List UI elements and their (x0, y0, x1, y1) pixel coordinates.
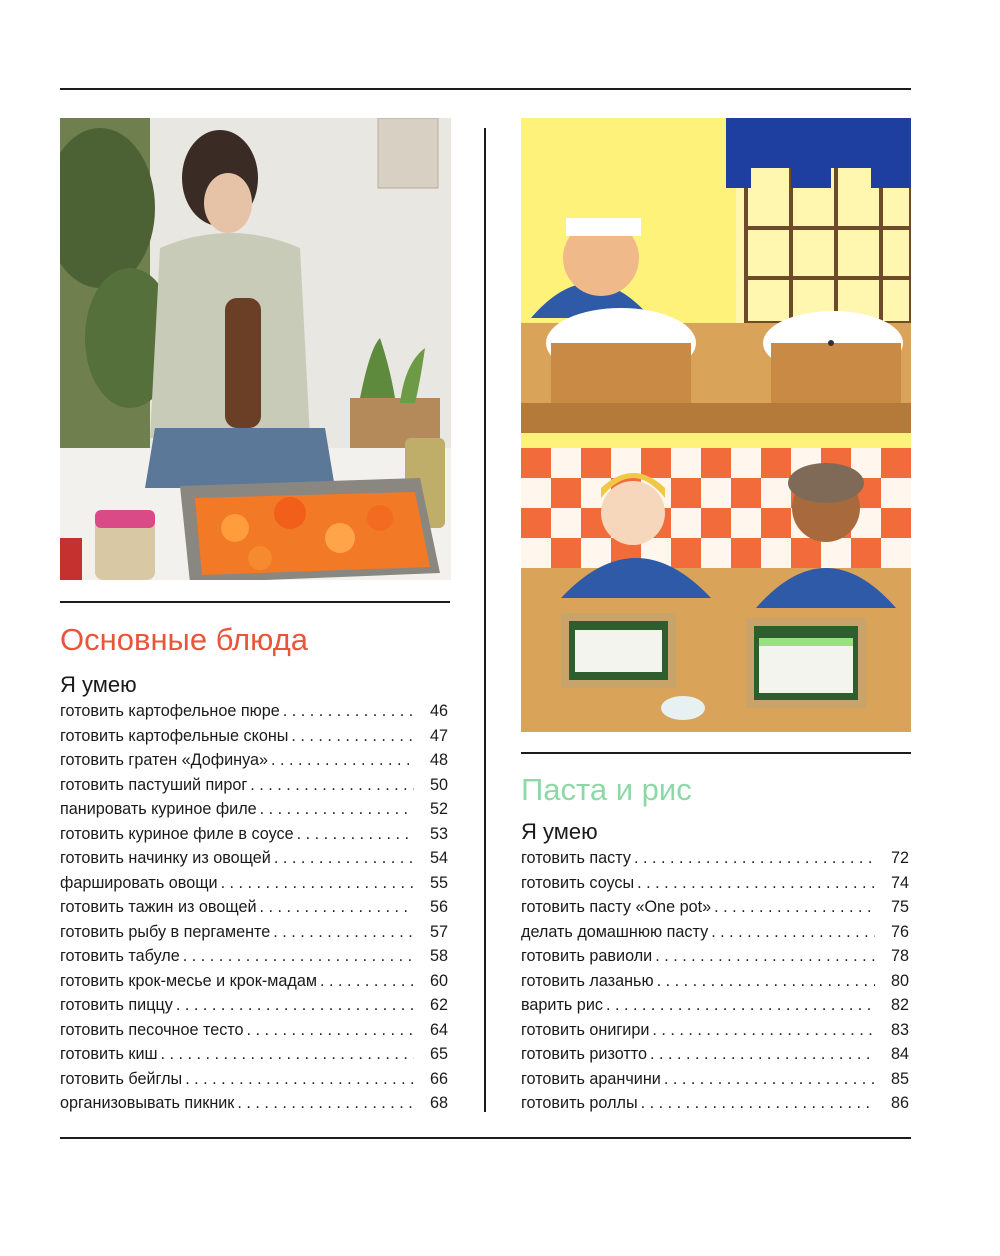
toc-entry[interactable] (60, 923, 448, 948)
cooking-photo (60, 118, 451, 580)
toc-entry-title: готовить рыбу в пергаменте (60, 922, 271, 941)
toc-entry[interactable] (60, 874, 448, 899)
toc-page-number: 48 (429, 751, 448, 769)
toc-entry-title: делать домашнюю пасту (521, 922, 709, 941)
toc-dot-leader (260, 800, 414, 819)
toc-entry[interactable] (60, 800, 448, 825)
toc-page-number: 78 (890, 947, 909, 965)
toc-entry-title: фаршировать овощи (60, 873, 218, 892)
toc-entry-title: готовить пасту (521, 849, 631, 867)
left-photo-rule (60, 601, 450, 603)
toc-entry-title: готовить картофельное пюре (60, 702, 280, 720)
toc-entry-title: готовить аранчини (521, 1069, 661, 1088)
toc-entry[interactable] (521, 996, 909, 1021)
toc-page-number: 47 (429, 726, 448, 745)
toc-dot-leader (297, 825, 414, 844)
toc-entry[interactable] (60, 1045, 448, 1070)
toc-page-number: 55 (429, 873, 448, 892)
toc-entry[interactable] (521, 972, 909, 997)
toc-page-number: 60 (429, 971, 448, 990)
toc-dot-leader (247, 1021, 414, 1040)
toc-entry[interactable] (60, 849, 448, 874)
toc-dot-leader (652, 1021, 875, 1040)
toc-dot-leader (657, 972, 875, 991)
toc-dot-leader (650, 1045, 875, 1064)
section-title-main-dishes: Основные блюда (60, 622, 309, 657)
toc-entry-title: готовить картофельные сконы (60, 726, 289, 745)
toc-page-number: 62 (429, 996, 448, 1014)
toc-page-number: 74 (890, 873, 909, 892)
toc-entry-title: готовить пасту «One pot» (521, 898, 712, 916)
left-subhead: Я умею (60, 672, 137, 697)
toc-entry-title: готовить равиоли (521, 947, 653, 965)
toc-entry-title: готовить гратен «Дофинуа» (60, 751, 269, 769)
toc-page-number: 57 (429, 922, 448, 941)
toc-dot-leader (606, 996, 875, 1015)
toc-page-number: 85 (890, 1069, 909, 1088)
toc-entry[interactable] (60, 1021, 448, 1046)
toc-entry[interactable] (521, 1070, 909, 1095)
toc-entry[interactable] (60, 702, 448, 727)
toc-entry-title: готовить лазанью (521, 971, 654, 990)
toc-entry[interactable] (60, 1070, 448, 1095)
toc-page-number: 65 (429, 1045, 448, 1063)
toc-entry-title: панировать куриное филе (60, 800, 257, 818)
toc-entry-title: готовить тажин из овощей (60, 898, 257, 916)
toc-entry-title: готовить ризотто (521, 1045, 647, 1063)
toc-entry-title: готовить киш (60, 1045, 158, 1063)
toc-dot-leader (714, 898, 875, 917)
toc-entry-title: готовить роллы (521, 1094, 638, 1112)
toc-page-number: 66 (429, 1069, 448, 1088)
toc-page-number: 76 (890, 922, 909, 941)
toc-page-number: 72 (890, 849, 909, 867)
toc-entry[interactable] (60, 825, 448, 850)
toc-entry[interactable] (60, 1094, 448, 1119)
toc-dot-leader (183, 947, 414, 966)
toc-dot-leader (320, 972, 414, 991)
toc-dot-leader (291, 727, 414, 746)
sushi-illustration (521, 118, 911, 732)
toc-page-number: 80 (890, 971, 909, 990)
toc-entry[interactable] (521, 874, 909, 899)
toc-entry[interactable] (521, 1021, 909, 1046)
toc-entry[interactable] (60, 996, 448, 1021)
toc-dot-leader (655, 947, 875, 966)
toc-page-number: 68 (429, 1094, 448, 1112)
toc-entry[interactable] (521, 898, 909, 923)
toc-dot-leader (237, 1094, 414, 1113)
toc-dot-leader (641, 1094, 875, 1113)
toc-entry-title: готовить песочное тесто (60, 1020, 244, 1039)
toc-entry-title: готовить соусы (521, 873, 635, 892)
toc-dot-leader (634, 849, 875, 868)
toc-dot-leader (260, 898, 414, 917)
toc-page-number: 56 (429, 898, 448, 916)
toc-page-number: 50 (429, 775, 448, 794)
toc-entry[interactable] (521, 1045, 909, 1070)
toc-entry[interactable] (60, 972, 448, 997)
toc-page-number: 58 (429, 947, 448, 965)
toc-dot-leader (664, 1070, 875, 1089)
toc-entry-title: готовить начинку из овощей (60, 849, 271, 867)
toc-page-number: 54 (429, 849, 448, 867)
toc-entry-title: готовить онигири (521, 1020, 650, 1039)
toc-entry-title: готовить табуле (60, 947, 180, 965)
toc-dot-leader (221, 874, 414, 893)
toc-dot-leader (273, 923, 414, 942)
toc-entry-title: готовить пиццу (60, 996, 173, 1014)
column-divider (484, 128, 486, 1112)
toc-entry-title: готовить пастуший пирог (60, 775, 248, 794)
toc-page-number: 46 (429, 702, 448, 720)
toc-entry-title: варить рис (521, 996, 603, 1014)
toc-entry-title: организовывать пикник (60, 1094, 235, 1112)
toc-page-number: 86 (890, 1094, 909, 1112)
toc-page-number: 84 (890, 1045, 909, 1063)
toc-entry[interactable] (521, 849, 909, 874)
toc-dot-leader (250, 776, 414, 795)
bottom-rule (60, 1137, 911, 1139)
toc-dot-leader (711, 923, 875, 942)
toc-entry[interactable] (521, 947, 909, 972)
toc-entry-title: готовить куриное филе в соусе (60, 824, 294, 843)
toc-entry[interactable] (60, 751, 448, 776)
right-toc-list (521, 849, 909, 1119)
toc-entry[interactable] (521, 1094, 909, 1119)
toc-entry-title: готовить бейглы (60, 1069, 183, 1088)
toc-page-number: 52 (429, 800, 448, 818)
toc-dot-leader (637, 874, 875, 893)
toc-page-number: 83 (890, 1020, 909, 1039)
toc-page-number: 64 (429, 1020, 448, 1039)
toc-dot-leader (274, 849, 414, 868)
toc-dot-leader (283, 702, 414, 721)
toc-entry[interactable] (60, 947, 448, 972)
toc-page-number: 75 (890, 898, 909, 916)
toc-entry[interactable] (60, 898, 448, 923)
right-subhead: Я умею (521, 819, 598, 844)
toc-dot-leader (176, 996, 414, 1015)
toc-page-number: 82 (890, 996, 909, 1014)
toc-entry[interactable] (60, 776, 448, 801)
right-image-rule (521, 752, 911, 754)
toc-dot-leader (185, 1070, 414, 1089)
section-title-pasta-rice: Паста и рис (521, 772, 692, 807)
toc-page-number: 53 (429, 824, 448, 843)
left-toc-list (60, 702, 448, 1119)
toc-entry-title: готовить крок-месье и крок-мадам (60, 971, 317, 990)
toc-dot-leader (161, 1045, 414, 1064)
toc-entry[interactable] (521, 923, 909, 948)
toc-dot-leader (271, 751, 414, 770)
top-rule (60, 88, 911, 90)
toc-entry[interactable] (60, 727, 448, 752)
